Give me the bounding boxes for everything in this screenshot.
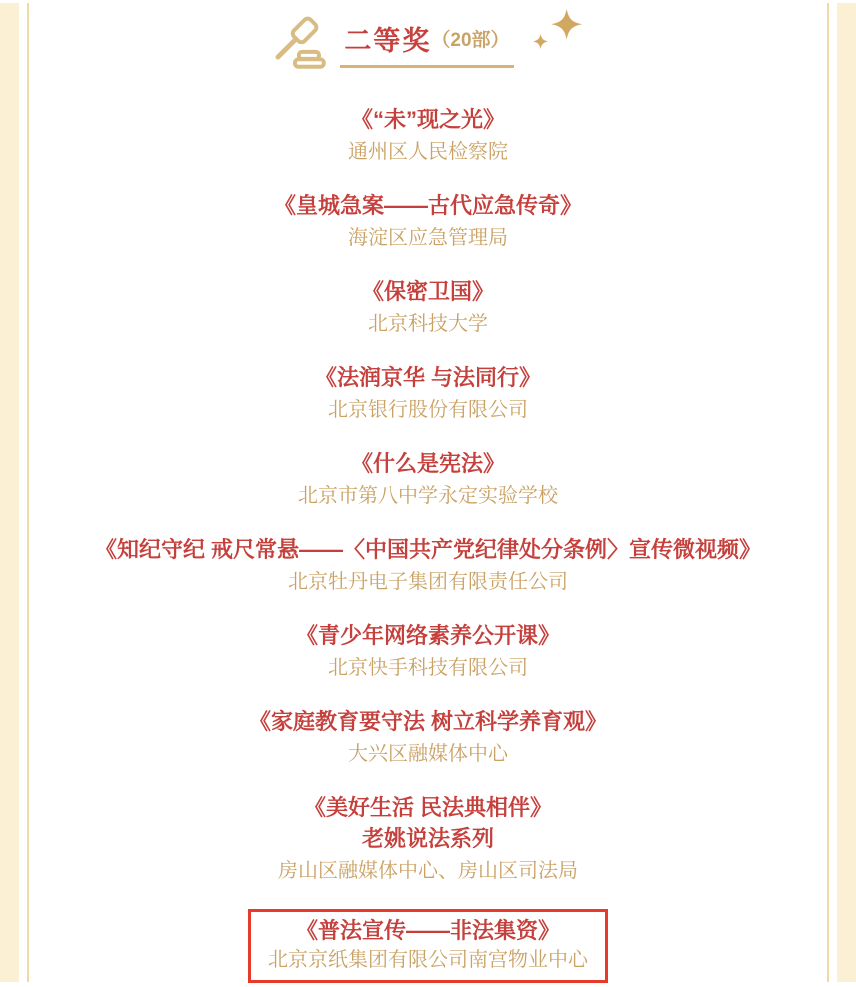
award-tier-label: 二等奖 (344, 25, 432, 56)
work-subtitle: 老姚说法系列 (361, 826, 494, 851)
gavel-icon (270, 16, 326, 72)
article-content (32, 0, 824, 983)
award-entry (32, 104, 824, 167)
work-organization: 北京京纸集团有限公司南宫物业中心 (268, 949, 588, 971)
work-organization: 北京市第八中学永定实验学校 (298, 485, 558, 507)
award-entry-highlighted (248, 909, 608, 983)
work-title: 《“未”现之光》 (350, 107, 505, 132)
award-entry (32, 448, 824, 511)
award-entry (32, 276, 824, 339)
work-title: 《保密卫国》 (361, 279, 494, 304)
right-side-rule (827, 3, 829, 982)
award-entry (32, 620, 824, 683)
header-title-group (340, 19, 513, 68)
right-side-band (837, 3, 856, 982)
award-entry (32, 362, 824, 425)
section-header (32, 12, 824, 74)
work-organization: 房山区融媒体中心、房山区司法局 (278, 860, 578, 882)
award-entry (32, 792, 824, 886)
work-title: 《美好生活 民法典相伴》 (303, 795, 553, 820)
award-entry (32, 706, 824, 769)
work-organization: 北京科技大学 (368, 313, 488, 335)
work-title: 《皇城急案——古代应急传奇》 (273, 193, 582, 218)
work-organization: 北京银行股份有限公司 (328, 399, 528, 421)
work-organization: 通州区人民检察院 (348, 141, 508, 163)
work-title: 《普法宣传——非法集资》 (295, 918, 560, 943)
work-title: 《知纪守纪 戒尺常悬——〈中国共产党纪律处分条例〉宣传微视频》 (94, 537, 762, 562)
award-count-label: （20部） (431, 29, 510, 51)
award-entry (32, 190, 824, 253)
work-title: 《什么是宪法》 (350, 451, 505, 476)
work-organization: 北京快手科技有限公司 (328, 657, 528, 679)
work-title: 《家庭教育要守法 树立科学养育观》 (248, 709, 608, 734)
work-organization: 海淀区应急管理局 (348, 227, 508, 249)
work-title: 《青少年网络素养公开课》 (295, 623, 560, 648)
award-list (32, 104, 824, 983)
award-entry (32, 534, 824, 597)
work-organization: 北京牡丹电子集团有限责任公司 (288, 571, 568, 593)
sparkles-icon (528, 6, 586, 58)
work-title: 《法润京华 与法同行》 (314, 365, 542, 390)
left-side-band (0, 3, 19, 982)
left-side-rule (27, 3, 29, 982)
work-organization: 大兴区融媒体中心 (348, 743, 508, 765)
